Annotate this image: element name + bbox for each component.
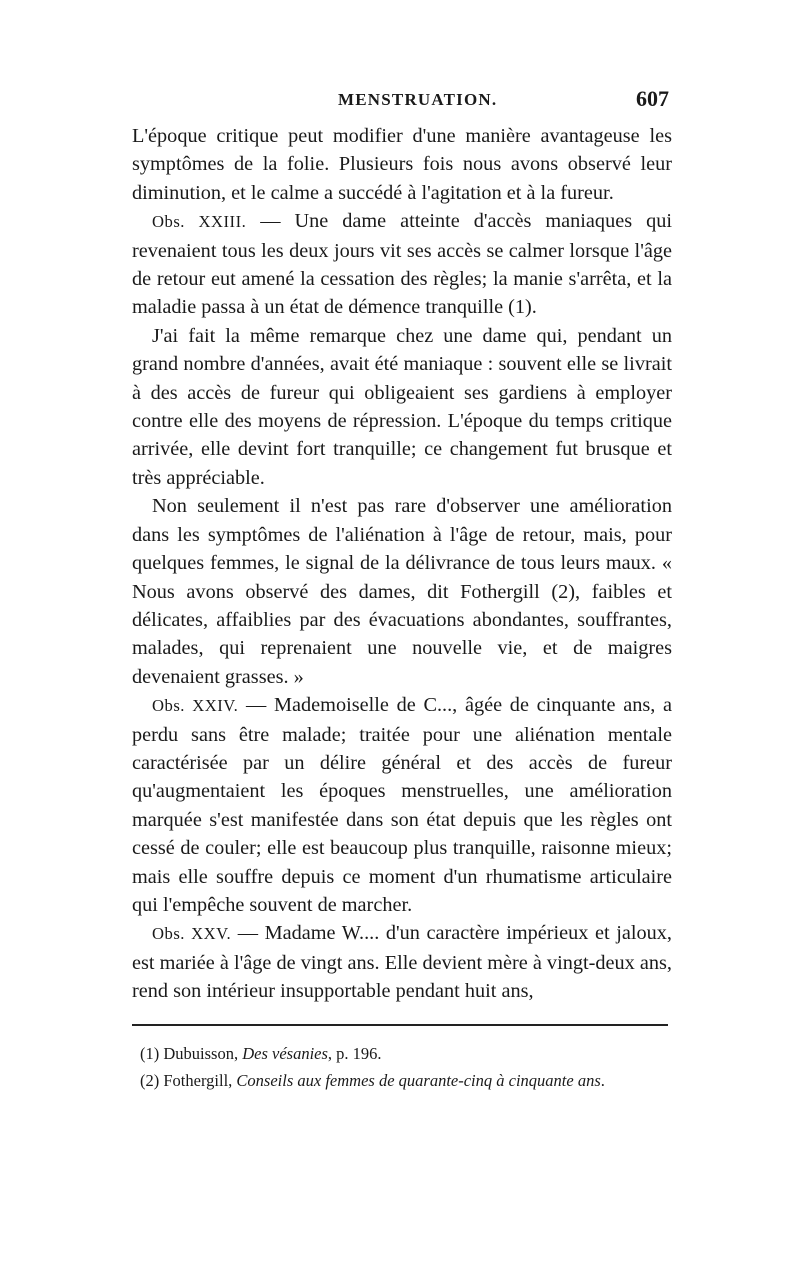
paragraph-text: — Une dame atteinte d'accès maniaques qui revenaient tous les deux jours vit ses accès se calmer lorsque l'âge de retour eut amené la cessation des règles; la manie s'arrêta, et la maladie passa à un état de démence tranquille (1). xyxy=(132,210,672,319)
paragraph-obs-xxv xyxy=(132,919,672,1005)
paragraph-text: — Madame W.... d'un caractère impérieux et jaloux, est mariée à l'âge de vingt ans. Elle devient mère à vingt-deux ans, rend son intérieur insupportable pendant huit ans, xyxy=(132,922,672,1003)
paragraph-obs-xxiv xyxy=(132,691,672,919)
footnote-author: Fothergill, xyxy=(159,1071,237,1090)
footnote-rest: , p. 196. xyxy=(327,1044,382,1063)
footnote-1 xyxy=(140,1040,680,1067)
observation-label: Obs. XXV. xyxy=(152,924,232,944)
paragraph-meme-remarque xyxy=(132,322,672,492)
footnote-marker: (2) xyxy=(140,1071,160,1090)
paragraph-fothergill-quote xyxy=(132,492,672,691)
paragraph-text: L'époque critique peut modifier d'une manière avantageuse les symptômes de la folie. Plusieurs fois nous avons observé leur diminution, et le calme a succédé à l'agitation et à la fureur. xyxy=(132,125,672,204)
paragraph-epoque-critique xyxy=(132,122,672,207)
footnote-title: Des vésanies xyxy=(242,1044,328,1063)
footnote-rest: . xyxy=(600,1071,605,1090)
paragraph-obs-xxiii xyxy=(132,207,672,322)
footnote-2 xyxy=(140,1067,680,1094)
footnotes xyxy=(140,1040,680,1094)
running-title: MENSTRUATION. xyxy=(338,90,498,109)
paragraph-text: J'ai fait la même remarque chez une dame qui, pendant un grand nombre d'années, avait été maniaque : souvent elle se livrait à des accès de fureur qui obligeaient ses gardiens à employer contre elle des moyens de répression. L'époque du temps critique arrivée, elle devint fort tranquille; ce changement fut brusque et très appréciable. xyxy=(132,324,672,489)
paragraph-text: Non seulement il n'est pas rare d'observer une amélioration dans les symptômes de l'aliénation à l'âge de retour, mais, pour quelques femmes, le signal de la délivrance de tous leurs maux. « Nous avons observé des dames, dit Fothergill (2), faibles et délicates, affaiblies par des évacuations abondantes, souffrantes, malades, qui reprenaient une nouvelle vie, et de maigres devenaient grasses. » xyxy=(132,495,672,688)
footnote-title: Conseils aux femmes de quarante-cinq à cinquante ans xyxy=(236,1071,601,1090)
observation-label: Obs. XXIII. xyxy=(152,212,247,232)
paragraph-text: — Mademoiselle de C..., âgée de cinquante ans, a perdu sans être malade; traitée pour une aliénation mentale caractérisée par un délire général et des accès de fureur qu'augmentaient les époques menstruelles, une amélioration marquée s'est manifestée dans son état depuis que les règles ont cessé de couler; elle est beaucoup plus tranquille, raisonne mieux; mais elle souffre depuis ce moment d'un rhumatisme articulaire qui l'empêche souvent de marcher. xyxy=(132,694,672,916)
body-text xyxy=(132,122,672,1006)
footnote-divider xyxy=(132,1024,668,1026)
footnote-author: Dubuisson, xyxy=(159,1044,243,1063)
page-number: 607 xyxy=(636,86,669,111)
observation-label: Obs. XXIV. xyxy=(152,696,239,716)
page-header xyxy=(0,86,800,118)
footnote-marker: (1) xyxy=(140,1044,160,1063)
